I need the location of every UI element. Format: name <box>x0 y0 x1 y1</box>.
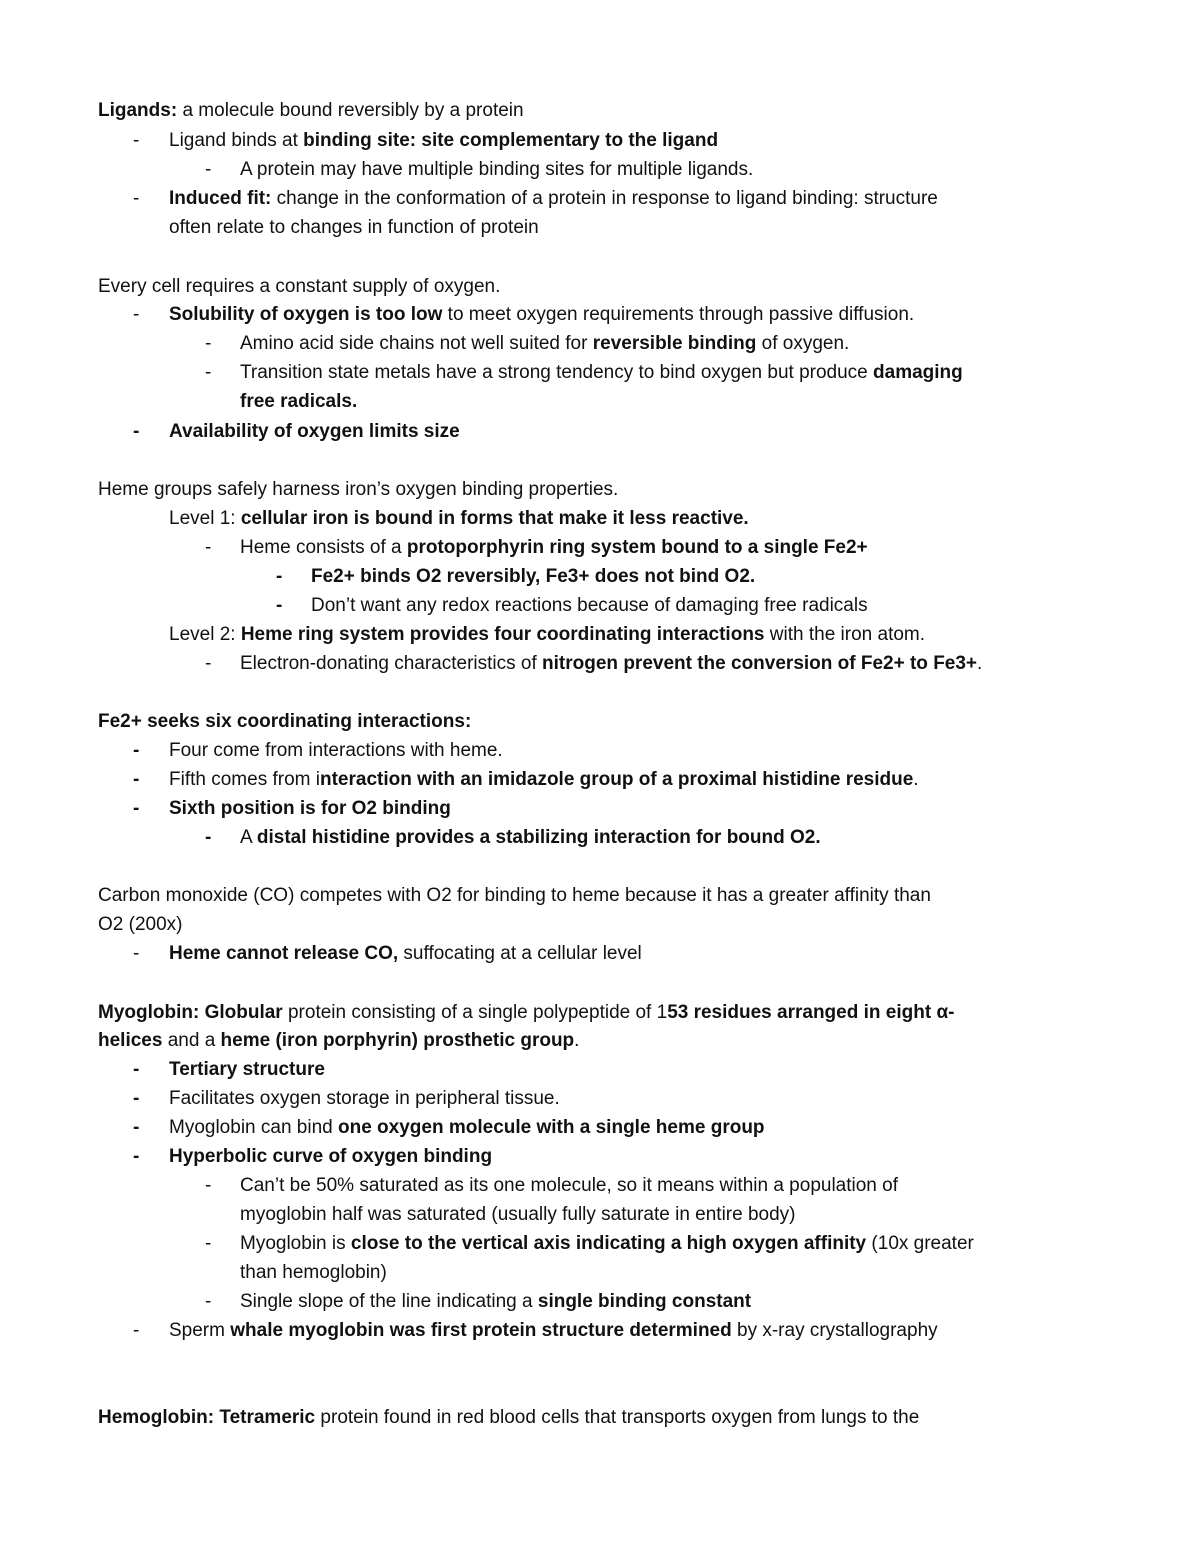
bold-text-run: nteraction with an imidazole group of a proximal histidine residue <box>319 769 914 790</box>
text-run: A protein may have multiple binding sites for multiple ligands. <box>240 159 754 180</box>
line-text <box>169 184 938 213</box>
bullet-dash: - <box>205 362 212 383</box>
bullet-dash: - <box>133 130 140 151</box>
text-run: Heme consists of a <box>240 537 407 558</box>
text-run: change in the conformation of a protein in response to ligand binding: structure <box>271 188 938 209</box>
bold-text-run: Induced fit: <box>169 188 272 209</box>
bullet-dash: - <box>205 1175 212 1196</box>
line-text <box>240 155 753 184</box>
line-text <box>169 736 503 765</box>
text-run: Single slope of the line indicating a <box>240 1291 538 1312</box>
bullet-dash: - <box>205 1233 212 1254</box>
bullet-dash: - <box>205 1291 212 1312</box>
bold-text-run: Fe2+ seeks six coordinating interactions: <box>98 711 472 732</box>
line-text <box>169 126 718 155</box>
line-text <box>240 1171 898 1200</box>
bullet-dash: - <box>133 943 140 964</box>
text-run: Sperm <box>169 1320 231 1341</box>
line-text <box>169 300 914 329</box>
bullet-dash: - <box>205 333 212 354</box>
text-run: Heme groups safely harness iron’s oxygen binding properties. <box>98 479 619 500</box>
text-run: suffocating at a cellular level <box>398 943 642 964</box>
bullet-dash bd: - <box>276 595 283 616</box>
line-text <box>169 620 925 649</box>
line-text <box>169 939 642 968</box>
line-text <box>240 358 963 387</box>
text-run: Don’t want any redox reactions because of damaging free radicals <box>311 595 868 616</box>
line-text <box>240 823 821 852</box>
bold-text-run: Tertiary structure <box>169 1059 325 1080</box>
bullet-dash: - <box>133 188 140 209</box>
line-text <box>98 1403 919 1432</box>
bullet-dash: - <box>276 566 283 587</box>
text-run: Myoglobin can bind <box>169 1117 338 1138</box>
text-run: Fifth comes from i <box>169 769 320 790</box>
line-text <box>240 387 357 416</box>
line-text <box>240 1200 796 1229</box>
line-text <box>240 329 849 358</box>
line-text <box>169 504 749 533</box>
line-text <box>169 1084 560 1113</box>
line-text <box>169 765 919 794</box>
bold-text-run: heme (iron porphyrin) prosthetic group <box>220 1030 575 1051</box>
text-run: . <box>574 1030 580 1051</box>
text-run: Carbon monoxide (CO) competes with O2 for binding to heme because it has a greater affinity than <box>98 885 931 906</box>
bold-text-run: Heme cannot release CO, <box>169 943 399 964</box>
bold-text-run: Sixth position is for O2 binding <box>169 798 451 819</box>
line-text <box>311 562 755 591</box>
line-text <box>240 1229 974 1258</box>
line-text <box>240 533 868 562</box>
bullet-dash: - <box>205 537 212 558</box>
bullet-dash: - <box>205 827 212 848</box>
line-text <box>240 1287 751 1316</box>
text-run: Amino acid side chains not well suited for <box>240 333 593 354</box>
line-text <box>169 1113 765 1142</box>
text-run: with the iron atom. <box>764 624 926 645</box>
bold-text-run: 53 residues arranged in eight α- <box>667 1002 955 1023</box>
bold-text-run: protoporphyrin ring system bound to a single Fe2+ <box>406 537 868 558</box>
text-run: (10x greater <box>866 1233 974 1254</box>
text-run: often relate to changes in function of protein <box>169 217 539 238</box>
bold-text-run: binding site: site complementary to the ligand <box>303 130 719 151</box>
text-run: . <box>913 769 919 790</box>
line-text <box>240 649 982 678</box>
bold-text-run: Availability of oxygen limits size <box>169 421 460 442</box>
bold-text-run: Heme ring system provides four coordinating interactions <box>240 624 765 645</box>
text-run: than hemoglobin) <box>240 1262 387 1283</box>
bullet-dash: - <box>133 1117 140 1138</box>
line-text <box>98 272 500 301</box>
bullet-dash: - <box>133 1088 140 1109</box>
line-text <box>98 998 954 1027</box>
bold-text-run: Fe2+ binds O2 reversibly, Fe3+ does not bind O2. <box>311 566 756 587</box>
bold-text-run: helices <box>98 1030 163 1051</box>
line-text <box>98 707 471 736</box>
bold-text-run: reversible binding <box>592 333 757 354</box>
text-run: Level 1: <box>169 508 241 529</box>
text-run: O2 (200x) <box>98 914 183 935</box>
line-text <box>98 1026 579 1055</box>
bold-text-run: Ligands: <box>98 100 178 121</box>
text-run: Every cell requires a constant supply of oxygen. <box>98 276 501 297</box>
text-run: Ligand binds at <box>169 130 304 151</box>
text-run: of oxygen. <box>756 333 850 354</box>
line-text <box>98 96 524 125</box>
bold-text-run: damaging <box>873 362 963 383</box>
bold-text-run: single binding constant <box>537 1291 752 1312</box>
text-run: Four come from interactions with heme. <box>169 740 503 761</box>
bold-text-run: distal histidine provides a stabilizing interaction for bound O2. <box>256 827 821 848</box>
text-run: . <box>977 653 983 674</box>
text-run: Level 2: <box>169 624 241 645</box>
line-text <box>240 1258 387 1287</box>
bold-text-run: one oxygen molecule with a single heme group <box>338 1117 765 1138</box>
text-run: Myoglobin is <box>240 1233 351 1254</box>
text-run: to meet oxygen requirements through passive diffusion. <box>442 304 915 325</box>
bullet-dash: - <box>205 653 212 674</box>
bullet-dash: - <box>133 304 140 325</box>
line-text <box>169 417 460 446</box>
bold-text-run: cellular iron is bound in forms that make it less reactive. <box>240 508 749 529</box>
bullet-dash: - <box>205 159 212 180</box>
bold-text-run: Hemoglobin: Tetrameric <box>98 1407 316 1428</box>
text-run: by x-ray crystallography <box>731 1320 938 1341</box>
line-text <box>98 910 182 939</box>
bullet-dash: - <box>133 769 140 790</box>
line-text <box>311 591 868 620</box>
line-text <box>98 475 618 504</box>
bullet-dash: - <box>133 1059 140 1080</box>
line-text <box>169 1142 492 1171</box>
line-text <box>169 1055 325 1084</box>
text-run: Can’t be 50% saturated as its one molecule, so it means within a population of <box>240 1175 898 1196</box>
text-run: a molecule bound reversibly by a protein <box>177 100 524 121</box>
text-run: myoglobin half was saturated (usually fully saturate in entire body) <box>240 1204 796 1225</box>
bold-text-run: close to the vertical axis indicating a high oxygen affinity <box>350 1233 867 1254</box>
bullet-dash: - <box>133 1146 140 1167</box>
bold-text-run: Myoglobin: Globular <box>98 1002 283 1023</box>
bullet-dash: - <box>133 798 140 819</box>
text-run: Facilitates oxygen storage in peripheral tissue. <box>169 1088 560 1109</box>
text-run: and a <box>162 1030 221 1051</box>
text-run: protein consisting of a single polypeptide of 1 <box>282 1002 668 1023</box>
bold-text-run: Solubility of oxygen is too low <box>169 304 443 325</box>
bold-text-run: Hyperbolic curve of oxygen binding <box>169 1146 493 1167</box>
line-text <box>169 1316 938 1345</box>
bullet-dash: - <box>133 1320 140 1341</box>
line-text <box>169 213 539 242</box>
text-run: A <box>240 827 257 848</box>
text-run: Transition state metals have a strong tendency to bind oxygen but produce <box>240 362 874 383</box>
bold-text-run: free radicals. <box>240 391 358 412</box>
bold-text-run: nitrogen prevent the conversion of Fe2+ to Fe3+ <box>542 653 978 674</box>
text-run: Electron-donating characteristics of <box>240 653 543 674</box>
bullet-dash: - <box>133 740 140 761</box>
bold-text-run: whale myoglobin was first protein structure determined <box>230 1320 732 1341</box>
bullet-dash: - <box>133 421 140 442</box>
line-text <box>169 794 451 823</box>
line-text <box>98 881 931 910</box>
text-run: protein found in red blood cells that transports oxygen from lungs to the <box>315 1407 920 1428</box>
